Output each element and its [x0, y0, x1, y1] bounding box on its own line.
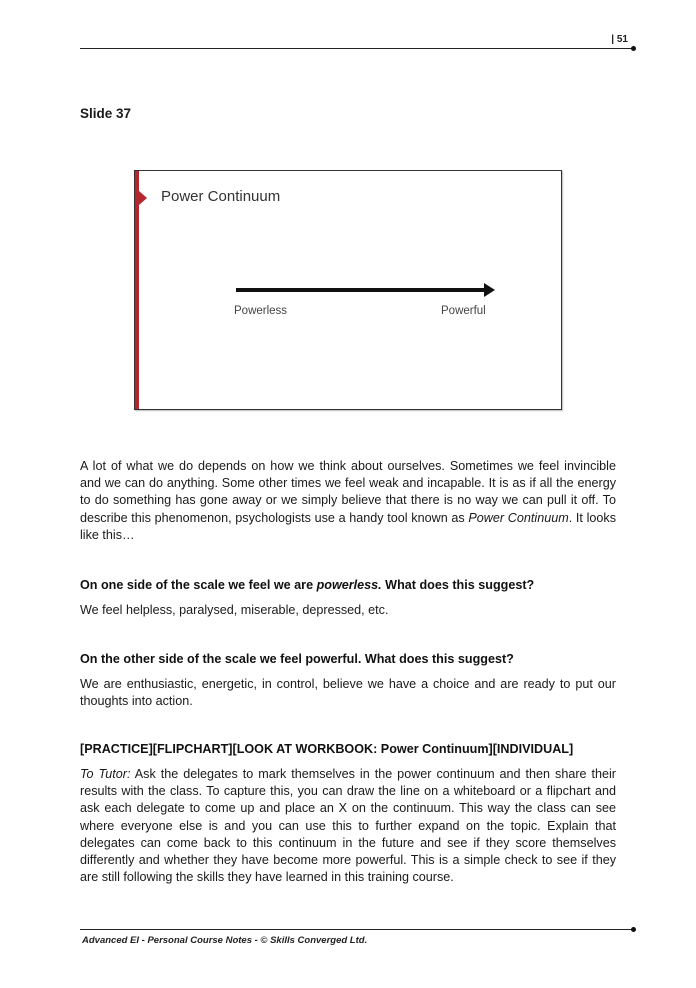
- section1-heading-em: powerless.: [316, 578, 382, 592]
- slide-accent-bar: [135, 171, 139, 409]
- intro-tail: . It looks like this…: [80, 510, 616, 542]
- page-number: | 51: [611, 34, 628, 45]
- slide-thumbnail: [134, 170, 562, 410]
- intro-paragraph: [80, 458, 616, 544]
- section2-body: We are enthusiastic, energetic, in control, believe we have a choice and are ready to put our thoughts into action.: [80, 677, 616, 709]
- header-rule-dot: [631, 46, 636, 51]
- section3-lead: To Tutor:: [80, 767, 131, 781]
- continuum-arrow-line: [236, 288, 486, 292]
- continuum-right-label: Powerful: [441, 305, 486, 317]
- section3-text: Ask the delegates to mark themselves in the power continuum and then share their results with the class. To capture this, you can draw the line on a whiteboard or a flipchart and ask each delegate to come up and place an X on the continuum. This way the class can see where everyone else is and you can use this to further expand on the topic. Explain that delegates can come back to this continuum in the future and see if they score themselves differently and whether they have become more powerful. This is a simple check to see if they are still following the skills they have learned in this training course.: [80, 767, 616, 885]
- section3-body: [80, 766, 616, 886]
- section1-heading-post: What does this suggest?: [381, 578, 535, 592]
- footer-rule: [80, 929, 633, 930]
- continuum-arrow-head-icon: [484, 283, 495, 297]
- intro-term: Power Continuum: [468, 510, 569, 525]
- slide-title: Power Continuum: [161, 188, 281, 205]
- slide-accent-triangle-icon: [139, 191, 147, 205]
- footer-text: Advanced EI - Personal Course Notes - © Skills Converged Ltd.: [82, 935, 368, 946]
- section1-heading: [80, 578, 620, 592]
- section1-heading-pre: On one side of the scale we feel we are: [80, 578, 317, 592]
- section3-heading: [PRACTICE][FLIPCHART][LOOK AT WORKBOOK: Power Continuum][INDIVIDUAL]: [80, 742, 574, 756]
- section1-body: We feel helpless, paralysed, miserable, depressed, etc.: [80, 603, 389, 617]
- section2-heading: On the other side of the scale we feel powerful. What does this suggest?: [80, 652, 514, 666]
- continuum-left-label: Powerless: [234, 305, 288, 317]
- footer-rule-dot: [631, 927, 636, 932]
- slide-label: Slide 37: [80, 106, 132, 121]
- header-rule: [80, 48, 633, 49]
- intro-text: A lot of what we do depends on how we think about ourselves. Sometimes we feel invincible and we can do anything. Some other times we feel weak and incapable. It is as if all the energy to do something has gone away or we simply believe that there is no way we can pull it off. To describe this phenomenon, psychologists use a handy tool known as: [80, 459, 616, 525]
